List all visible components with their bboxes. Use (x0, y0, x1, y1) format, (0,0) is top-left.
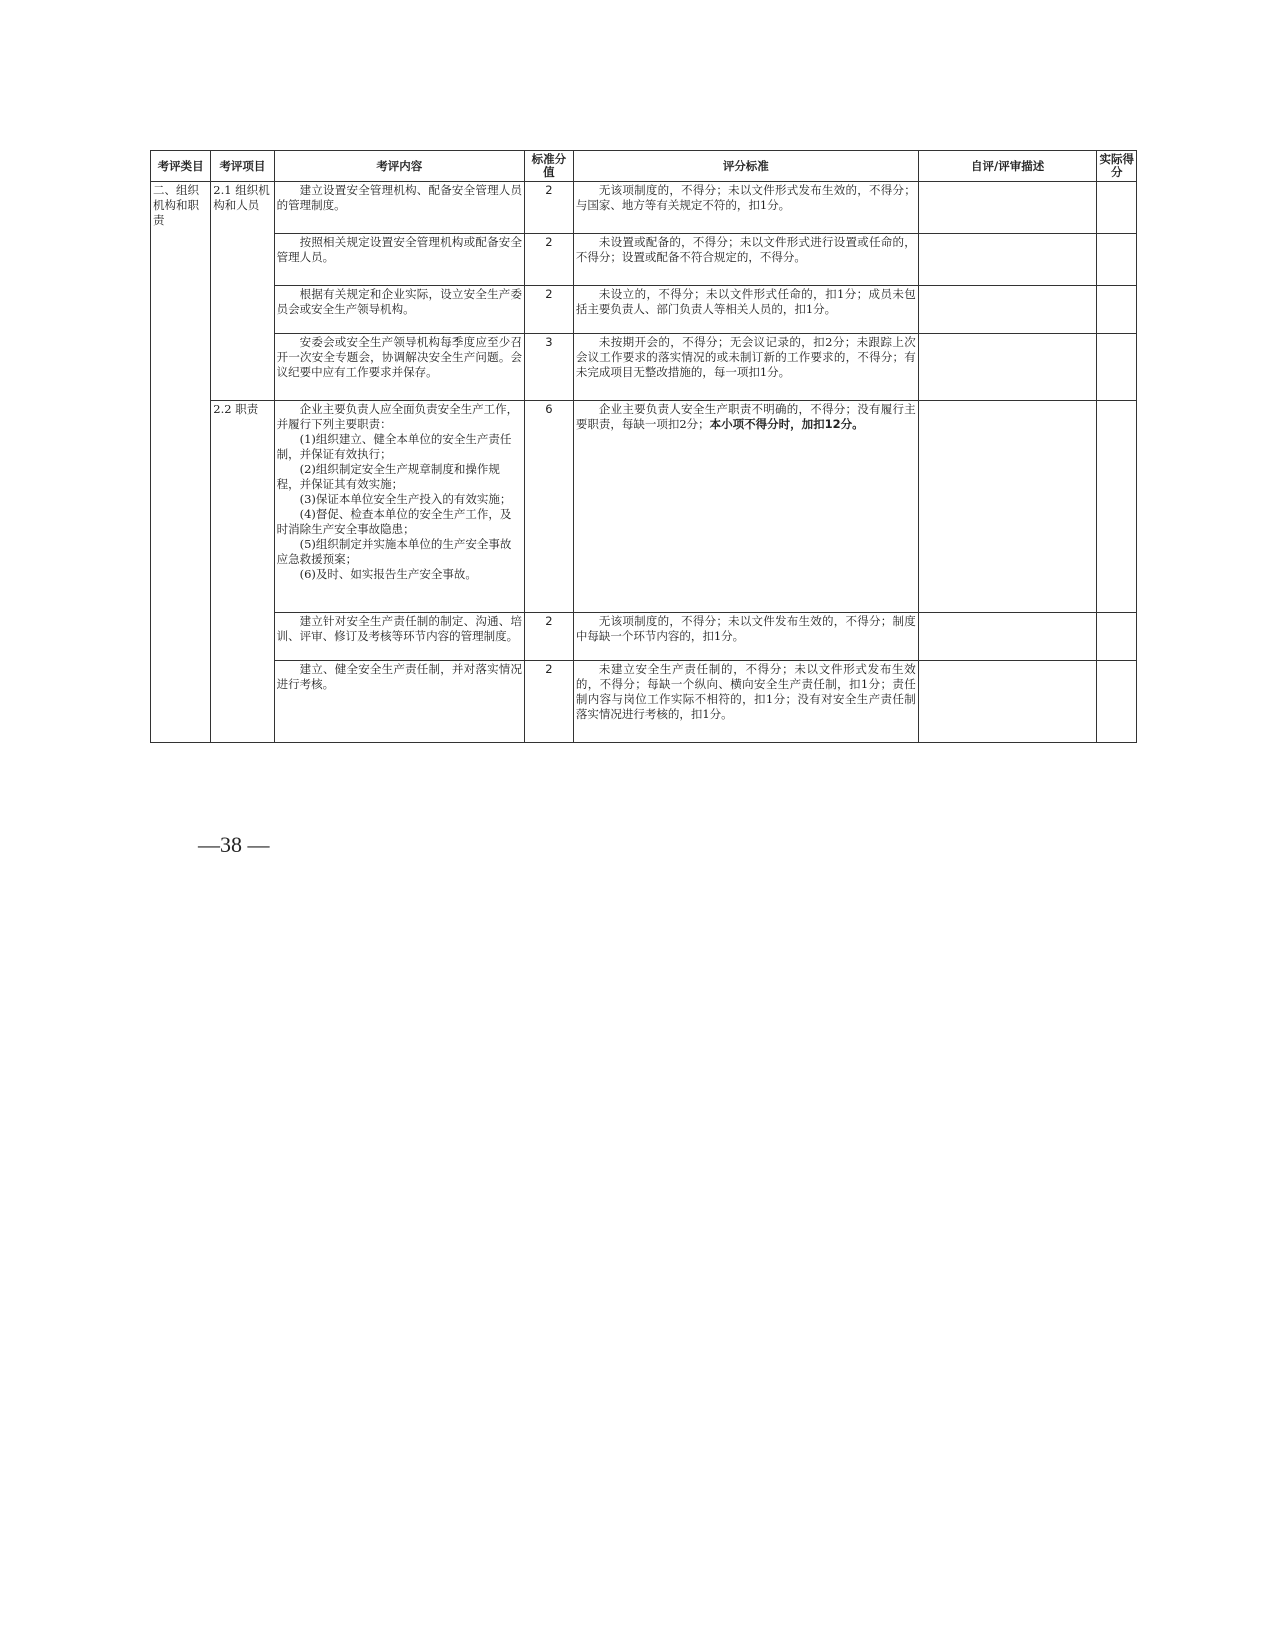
header-self-eval: 自评/评审描述 (918, 151, 1097, 182)
table-row (151, 182, 1137, 234)
content-line: (4)督促、检查本单位的安全生产工作，及时消除生产安全事故隐患； (276, 507, 512, 536)
content-line: (3)保证本单位安全生产投入的有效实施； (299, 492, 512, 506)
actual-score-cell (1097, 613, 1137, 661)
content-cell: 根据有关规定和企业实际，设立安全生产委员会或安全生产领导机构。 (274, 286, 524, 334)
header-category: 考评类目 (151, 151, 211, 182)
self-eval-cell (918, 401, 1097, 613)
criteria-cell: 未按期开会的，不得分；无会议记录的，扣2分；未跟踪上次会议工作要求的落实情况的或未制订新的工作要求的，不得分；有未完成项目无整改措施的，每一项扣1分。 (573, 334, 918, 401)
content-cell: 建立针对安全生产责任制的制定、沟通、培训、评审、修订及考核等环节内容的管理制度。 (274, 613, 524, 661)
criteria-cell: 未设立的，不得分；未以文件形式任命的，扣1分；成员未包括主要负责人、部门负责人等相关人员的，扣1分。 (573, 286, 918, 334)
item-cell: 2.1 组织机构和人员 (211, 182, 274, 401)
header-content: 考评内容 (274, 151, 524, 182)
page-number: —38 — (198, 832, 270, 857)
criteria-cell: 未建立安全生产责任制的，不得分；未以文件形式发布生效的，不得分；每缺一个纵向、横向安全生产责任制，扣1分；责任制内容与岗位工作实际不相符的，扣1分；没有对安全生产责任制落实情况进行考核的，扣1分。 (573, 661, 918, 743)
table-row (151, 234, 1137, 286)
table-row (151, 286, 1137, 334)
self-eval-cell (918, 613, 1097, 661)
score-cell: 2 (525, 182, 574, 234)
content-line: (2)组织制定安全生产规章制度和操作规程，并保证其有效实施； (276, 462, 500, 491)
self-eval-cell (918, 661, 1097, 743)
header-score: 标准分值 (525, 151, 574, 182)
actual-score-cell (1097, 182, 1137, 234)
score-cell: 2 (525, 286, 574, 334)
self-eval-cell (918, 286, 1097, 334)
content-cell: 安委会或安全生产领导机构每季度应至少召开一次安全专题会，协调解决安全生产问题。会议纪要中应有工作要求并保存。 (274, 334, 524, 401)
self-eval-cell (918, 182, 1097, 234)
score-cell: 2 (525, 661, 574, 743)
criteria-cell: 无该项制度的，不得分；未以文件形式发布生效的，不得分；与国家、地方等有关规定不符的，扣1分。 (573, 182, 918, 234)
item-cell: 2.2 职责 (211, 401, 274, 743)
table-row (151, 334, 1137, 401)
actual-score-cell (1097, 234, 1137, 286)
evaluation-table (150, 150, 1137, 743)
content-cell (274, 401, 524, 613)
category-cell: 二、组织机构和职责 (151, 182, 211, 743)
self-eval-cell (918, 234, 1097, 286)
score-cell: 3 (525, 334, 574, 401)
content-cell: 建立设置安全管理机构、配备安全管理人员的管理制度。 (274, 182, 524, 234)
content-cell: 按照相关规定设置安全管理机构或配备安全管理人员。 (274, 234, 524, 286)
actual-score-cell (1097, 334, 1137, 401)
score-cell: 2 (525, 613, 574, 661)
table-row (151, 613, 1137, 661)
header-criteria: 评分标准 (573, 151, 918, 182)
criteria-cell: 无该项制度的，不得分；未以文件发布生效的，不得分；制度中每缺一个环节内容的，扣1分。 (573, 613, 918, 661)
criteria-cell (573, 401, 918, 613)
content-line: 企业主要负责人应全面负责安全生产工作，并履行下列主要职责： (276, 402, 519, 431)
actual-score-cell (1097, 661, 1137, 743)
content-line: (6)及时、如实报告生产安全事故。 (299, 567, 477, 581)
self-eval-cell (918, 334, 1097, 401)
criteria-bold-text: 本小项不得分时，加扣12分。 (709, 417, 864, 431)
score-cell: 2 (525, 234, 574, 286)
content-cell: 建立、健全安全生产责任制，并对落实情况进行考核。 (274, 661, 524, 743)
actual-score-cell (1097, 286, 1137, 334)
table-row (151, 661, 1137, 743)
content-line: (1)组织建立、健全本单位的安全生产责任制，并保证有效执行； (276, 432, 512, 461)
header-row (151, 151, 1137, 182)
criteria-cell: 未设置或配备的，不得分；未以文件形式进行设置或任命的，不得分；设置或配备不符合规定的，不得分。 (573, 234, 918, 286)
header-item: 考评项目 (211, 151, 274, 182)
content-line: (5)组织制定并实施本单位的生产安全事故应急救援预案； (276, 537, 512, 566)
score-cell: 6 (525, 401, 574, 613)
header-actual: 实际得分 (1097, 151, 1137, 182)
actual-score-cell (1097, 401, 1137, 613)
criteria-text: 企业主要负责人安全生产职责不明确的，不得分；没有履行主要职责，每缺一项扣2分； (575, 402, 916, 431)
table-row (151, 401, 1137, 613)
